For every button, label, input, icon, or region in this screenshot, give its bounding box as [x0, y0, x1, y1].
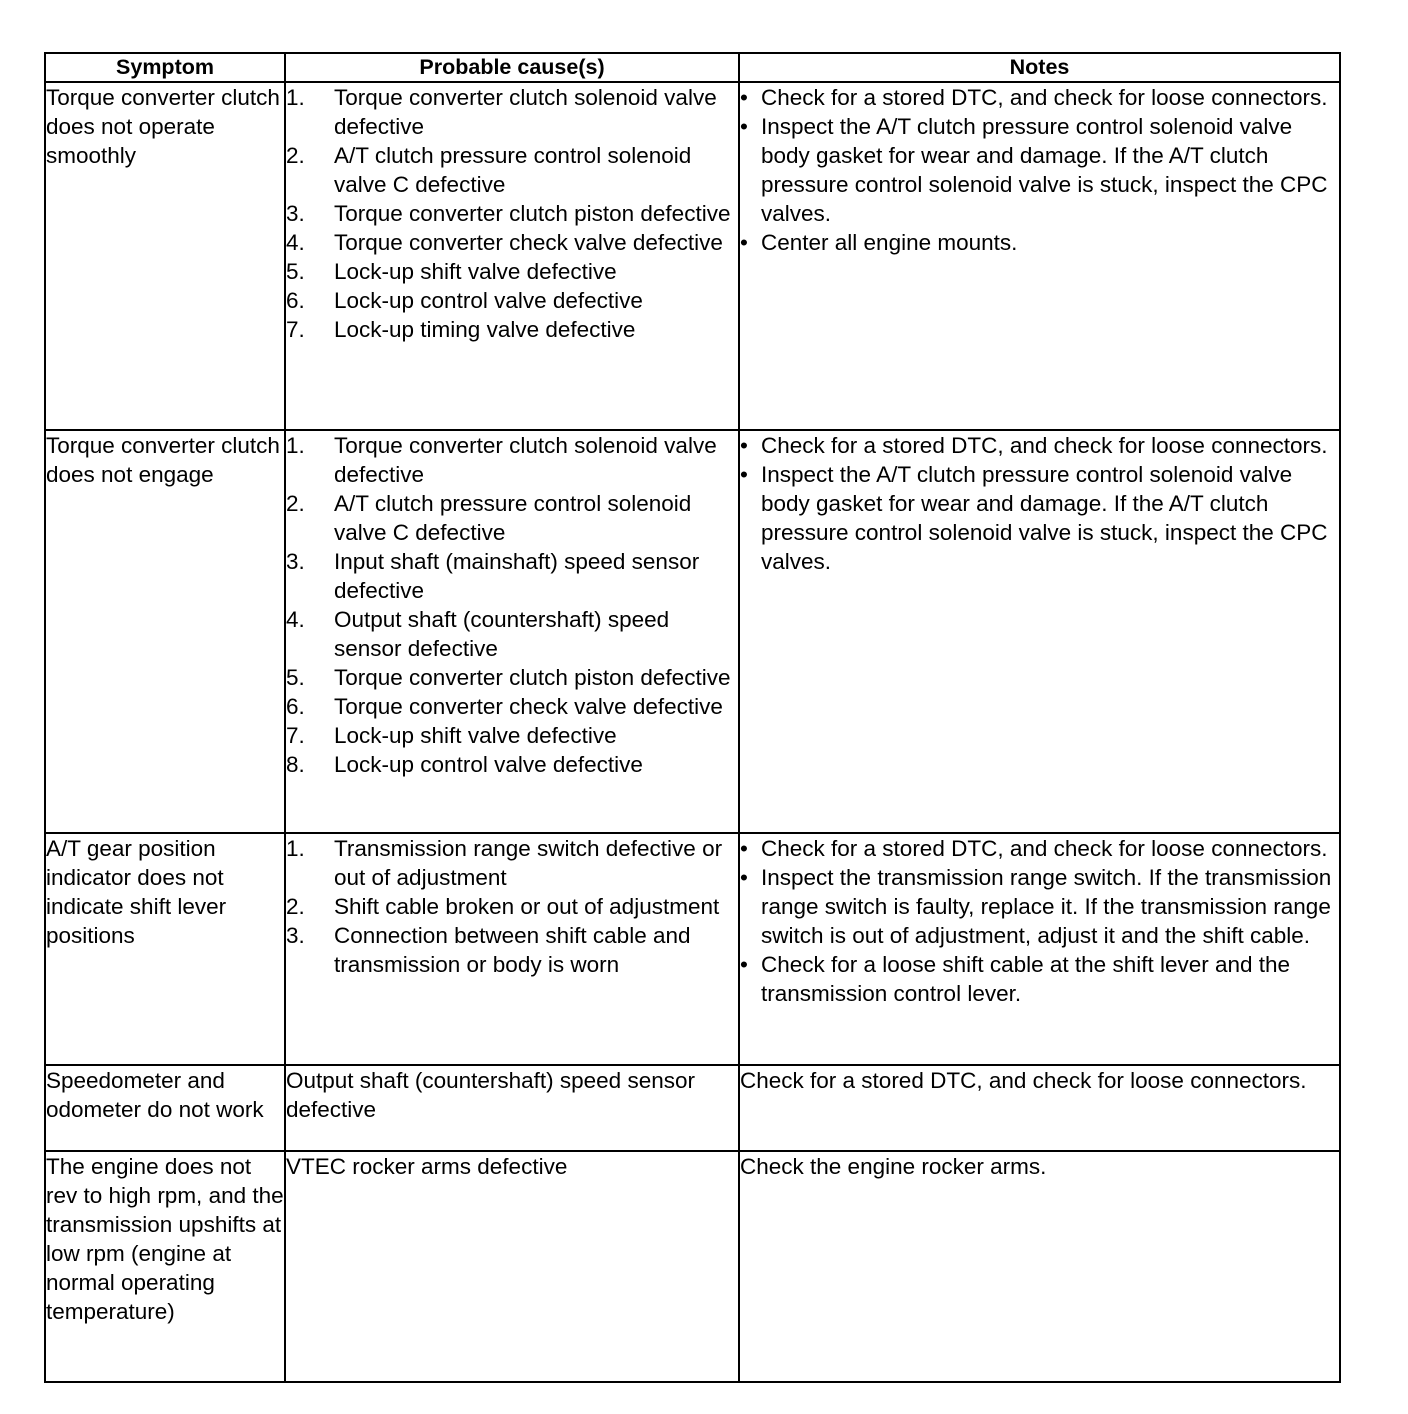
notes-list	[740, 834, 1339, 1008]
cause-number: 1.	[286, 433, 305, 458]
bullet-icon: •	[740, 230, 748, 255]
cause-item	[286, 605, 738, 663]
cause-text: Lock-up timing valve defective	[334, 317, 636, 342]
cause-number: 2.	[286, 894, 305, 919]
notes-list	[740, 431, 1339, 576]
cause-item	[286, 892, 738, 921]
cause-number: 8.	[286, 752, 305, 777]
note-item	[740, 834, 1339, 863]
symptom-cell	[45, 833, 285, 1065]
cause-text: Torque converter clutch piston defective	[334, 665, 731, 690]
cause-number: 1.	[286, 85, 305, 110]
cause-number: 4.	[286, 230, 305, 255]
notes-cell	[739, 1151, 1340, 1382]
note-item	[740, 431, 1339, 460]
note-text: Check for a loose shift cable at the shift lever and the transmission control lever.	[761, 952, 1291, 1006]
cause-item	[286, 83, 738, 141]
cause-item	[286, 547, 738, 605]
table-row	[45, 82, 1340, 430]
header-notes: Notes	[739, 53, 1340, 82]
header-probable-causes: Probable cause(s)	[285, 53, 739, 82]
bullet-icon: •	[740, 433, 748, 458]
cause-item	[286, 721, 738, 750]
note-text: Check the engine rocker arms.	[740, 1154, 1047, 1179]
cause-text: Input shaft (mainshaft) speed sensor defective	[334, 549, 700, 603]
header-symptom: Symptom	[45, 53, 285, 82]
note-item	[740, 112, 1339, 228]
symptom-text: Torque converter clutch does not engage	[46, 433, 280, 487]
symptom-text: Torque converter clutch does not operate smoothly	[46, 85, 280, 168]
cause-text: Output shaft (countershaft) speed sensor defective	[334, 607, 670, 661]
cause-item	[286, 315, 738, 344]
notes-cell	[739, 430, 1340, 833]
notes-list	[740, 83, 1339, 257]
cause-number: 1.	[286, 836, 305, 861]
cause-cell	[285, 833, 739, 1065]
table-row	[45, 833, 1340, 1065]
cause-text: Transmission range switch defective or out of adjustment	[334, 836, 723, 890]
symptom-text: Speedometer and odometer do not work	[46, 1068, 264, 1122]
notes-cell	[739, 1065, 1340, 1151]
cause-list	[286, 83, 738, 344]
cause-item	[286, 834, 738, 892]
cause-text: Lock-up shift valve defective	[334, 259, 617, 284]
cause-text: Lock-up control valve defective	[334, 288, 643, 313]
cause-number: 3.	[286, 201, 305, 226]
cause-item	[286, 921, 738, 979]
bullet-icon: •	[740, 462, 748, 487]
cause-number: 7.	[286, 723, 305, 748]
cause-text: A/T clutch pressure control solenoid valve C defective	[334, 491, 692, 545]
cause-item	[286, 663, 738, 692]
note-text: Check for a stored DTC, and check for loose connectors.	[740, 1068, 1307, 1093]
symptom-text: A/T gear position indicator does not indicate shift lever positions	[46, 836, 227, 948]
cause-text: A/T clutch pressure control solenoid valve C defective	[334, 143, 692, 197]
bullet-icon: •	[740, 952, 748, 977]
symptom-text: The engine does not rev to high rpm, and the transmission upshifts at low rpm (engine at normal operating temperature)	[46, 1154, 284, 1324]
note-item	[740, 863, 1339, 950]
cause-item	[286, 257, 738, 286]
cause-number: 7.	[286, 317, 305, 342]
note-text: Check for a stored DTC, and check for loose connectors.	[761, 85, 1328, 110]
cause-text: Torque converter clutch piston defective	[334, 201, 731, 226]
note-text: Inspect the A/T clutch pressure control solenoid valve body gasket for wear and damage. If the A/T clutch pressure control solenoid valve is stuck, inspect the CPC valves.	[761, 114, 1328, 226]
cause-item	[286, 286, 738, 315]
cause-number: 3.	[286, 549, 305, 574]
cause-text: VTEC rocker arms defective	[286, 1154, 568, 1179]
cause-number: 4.	[286, 607, 305, 632]
cause-number: 5.	[286, 259, 305, 284]
cause-number: 3.	[286, 923, 305, 948]
symptom-cell	[45, 1065, 285, 1151]
cause-text: Torque converter clutch solenoid valve defective	[334, 433, 717, 487]
note-item	[740, 228, 1339, 257]
troubleshooting-table	[44, 52, 1341, 1383]
cause-item	[286, 141, 738, 199]
note-item	[740, 460, 1339, 576]
bullet-icon: •	[740, 85, 748, 110]
table-row	[45, 1065, 1340, 1151]
symptom-cell	[45, 82, 285, 430]
cause-item	[286, 431, 738, 489]
cause-number: 6.	[286, 694, 305, 719]
cause-text: Lock-up control valve defective	[334, 752, 643, 777]
notes-cell	[739, 833, 1340, 1065]
cause-list	[286, 431, 738, 779]
cause-item	[286, 199, 738, 228]
cause-cell	[285, 430, 739, 833]
cause-number: 2.	[286, 491, 305, 516]
cause-item	[286, 228, 738, 257]
cause-number: 2.	[286, 143, 305, 168]
cause-number: 5.	[286, 665, 305, 690]
cause-text: Torque converter clutch solenoid valve defective	[334, 85, 717, 139]
note-text: Check for a stored DTC, and check for loose connectors.	[761, 836, 1328, 861]
cause-item	[286, 692, 738, 721]
cause-text: Shift cable broken or out of adjustment	[334, 894, 720, 919]
cause-text: Lock-up shift valve defective	[334, 723, 617, 748]
table-row	[45, 430, 1340, 833]
cause-list	[286, 834, 738, 979]
cause-cell	[285, 1151, 739, 1382]
bullet-icon: •	[740, 114, 748, 139]
cause-number: 6.	[286, 288, 305, 313]
cause-item	[286, 750, 738, 779]
cause-text: Output shaft (countershaft) speed sensor defective	[286, 1068, 695, 1122]
cause-text: Torque converter check valve defective	[334, 694, 723, 719]
note-text: Center all engine mounts.	[761, 230, 1018, 255]
notes-cell	[739, 82, 1340, 430]
bullet-icon: •	[740, 865, 748, 890]
symptom-cell	[45, 1151, 285, 1382]
cause-text: Connection between shift cable and transmission or body is worn	[334, 923, 691, 977]
note-text: Inspect the A/T clutch pressure control solenoid valve body gasket for wear and damage. If the A/T clutch pressure control solenoid valve is stuck, inspect the CPC valves.	[761, 462, 1328, 574]
cause-text: Torque converter check valve defective	[334, 230, 723, 255]
note-text: Check for a stored DTC, and check for loose connectors.	[761, 433, 1328, 458]
table-row	[45, 1151, 1340, 1382]
cause-cell	[285, 1065, 739, 1151]
note-item	[740, 950, 1339, 1008]
cause-item	[286, 489, 738, 547]
cause-cell	[285, 82, 739, 430]
note-item	[740, 83, 1339, 112]
note-text: Inspect the transmission range switch. If the transmission range switch is faulty, replace it. If the transmission range switch is out of adjustment, adjust it and the shift cable.	[761, 865, 1332, 948]
bullet-icon: •	[740, 836, 748, 861]
header-row	[45, 53, 1340, 82]
symptom-cell	[45, 430, 285, 833]
